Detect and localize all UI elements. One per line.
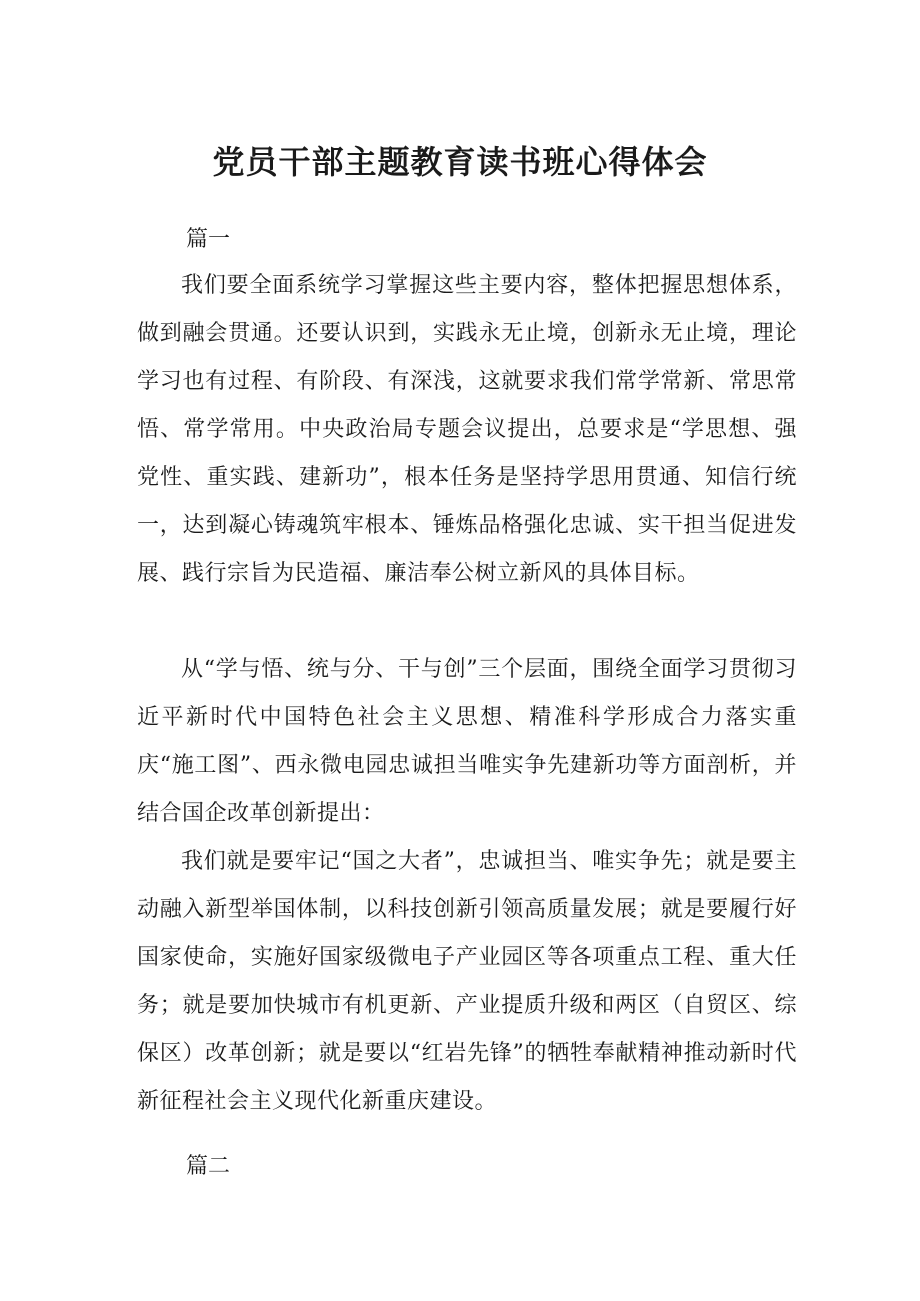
section-label-1: 篇一 xyxy=(186,227,231,252)
document-title: 党员干部主题教育读书班心得体会 xyxy=(212,143,708,181)
paragraph-3: 我们就是要牢记“国之大者”，忠诚担当、唯实争先；就是要主动融入新型举国体制，以科技创新引领高质量发展；就是要履行好国家使命，实施好国家级微电子产业园区等各项重点工程、重大任务；就是要加快城市有机更新、产业提质升级和两区（自贸区、综保区）改革创新；就是要以“红岩先锋”的牺牲奉献精神推动新时代新征程社会主义现代化新重庆建设。 xyxy=(137,849,797,1114)
paragraph-2: 从“学与悟、统与分、干与创”三个层面，围绕全面学习贯彻习近平新时代中国特色社会主义思想、精准科学形成合力落实重庆“施工图”、西永微电园忠诚担当唯实争先建新功等方面剖析，并结合国企改革创新提出： xyxy=(137,657,797,826)
paragraph-1: 我们要全面系统学习掌握这些主要内容，整体把握思想体系，做到融会贯通。还要认识到，实践永无止境，创新永无止境，理论学习也有过程、有阶段、有深浅，这就要求我们常学常新、常思常悟、常学常用。中央政治局专题会议提出，总要求是“学思想、强党性、重实践、建新功”，根本任务是坚持学思用贯通、知信行统一，达到凝心铸魂筑牢根本、锤炼品格强化忠诚、实干担当促进发展、践行宗旨为民造福、廉洁奉公树立新风的具体目标。 xyxy=(137,273,797,586)
section-label-2: 篇二 xyxy=(186,1154,231,1179)
